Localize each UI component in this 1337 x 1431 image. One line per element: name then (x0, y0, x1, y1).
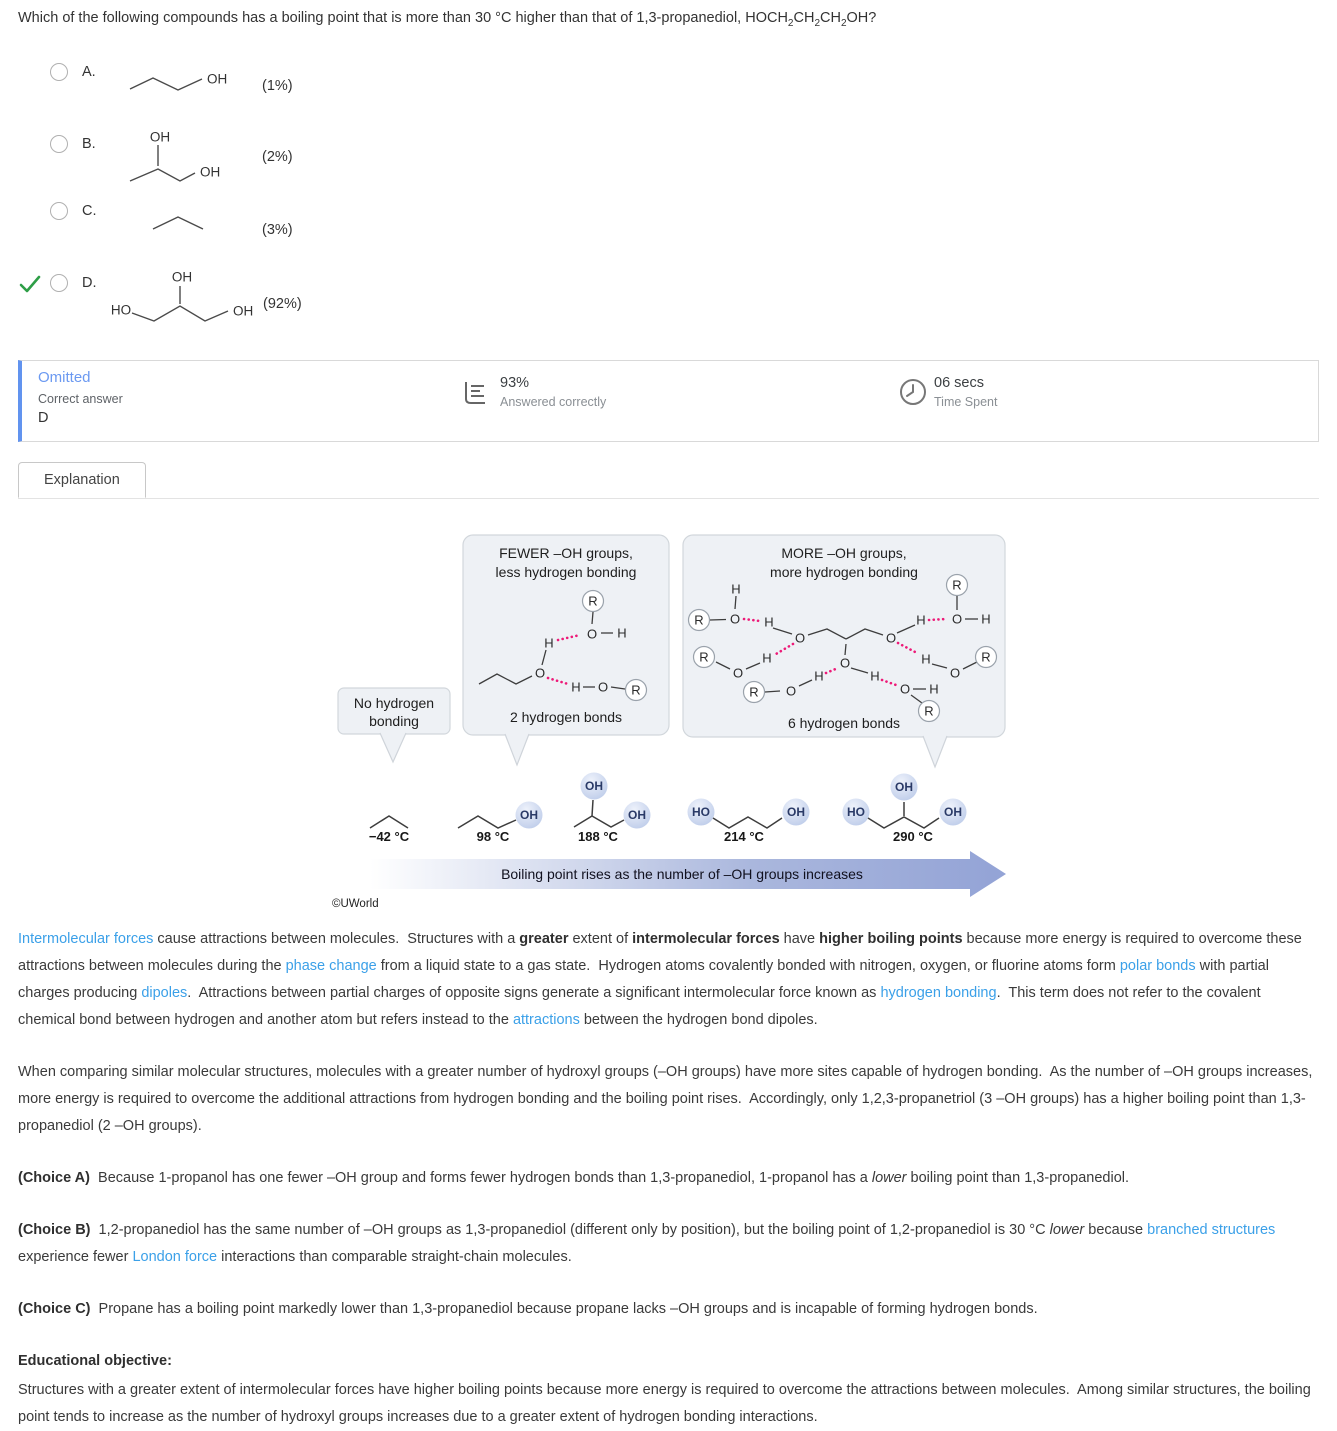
option-a-percent: (1%) (262, 77, 293, 94)
option-a-structure-1-propanol (123, 64, 273, 114)
boiling-point-arrow (370, 851, 1006, 897)
link-branched-structures[interactable]: branched structures (1147, 1221, 1276, 1238)
atom-r: R (694, 612, 704, 628)
atom-h: H (921, 651, 931, 667)
atom-o: O (839, 655, 851, 671)
question-text: Which of the following compounds has a boiling point that is more than 30 °C higher than that of 1,3-propanediol, $HOCH_2CH_2CH_2OH$? (18, 10, 877, 29)
atom-o: O (534, 665, 546, 681)
text: . Attractions between partial charges of opposite signs generate a significant intermolecular force known as (187, 984, 881, 1001)
callout-no-hydrogen-bonding (338, 688, 450, 762)
text: experience fewer (18, 1248, 133, 1265)
text: interactions than comparable straight-chain molecules. (217, 1248, 572, 1265)
oh-label: OH (520, 807, 538, 822)
atom-h: H (764, 614, 774, 630)
explanation-body (18, 926, 1319, 1431)
fewer-caption: 2 hydrogen bonds (509, 708, 623, 725)
atom-o: O (586, 626, 598, 642)
atom-o: O (949, 665, 961, 681)
atom-r: R (952, 577, 962, 593)
option-b-letter: B. (82, 135, 96, 152)
tab-explanation[interactable]: Explanation (18, 462, 146, 498)
uworld-copyright: ©UWorld (332, 897, 379, 910)
bond (130, 78, 202, 90)
oh-label: OH (149, 129, 171, 145)
text: because more energy is required to overcome these attractions between molecules during the (18, 930, 1302, 974)
correct-answer-label: Correct answer (38, 391, 123, 406)
italic-text: lower (871, 1169, 907, 1186)
figure-svg (330, 525, 1022, 915)
status-omitted: Omitted (38, 368, 91, 386)
atom-h: H (731, 581, 741, 597)
oh-label: OH (585, 778, 603, 793)
atom-h: H (571, 679, 581, 695)
oh-label: OH (895, 779, 913, 794)
boiling-point-label: 214 °C (724, 828, 764, 844)
atom-o: O (885, 630, 897, 646)
link-phase-change[interactable]: phase change (285, 957, 377, 974)
atom-r: R (749, 684, 759, 700)
hydrogen-bonding-figure (330, 525, 1022, 920)
more-oh-groups-box (683, 535, 1005, 767)
arrow-text: Boiling point rises as the number of –OH groups increases (501, 865, 863, 882)
text: from a liquid state to a gas state. Hydrogen atoms covalently bonded with nitrogen, oxygen, or fluorine atoms form (376, 957, 1120, 974)
option-d-radio[interactable] (50, 274, 68, 292)
option-a-letter: A. (82, 63, 96, 80)
molecule-12-propanediol (574, 772, 651, 844)
text: boiling point than 1,3-propanediol. (906, 1169, 1130, 1186)
atom-h: H (544, 635, 554, 651)
atom-o: O (899, 681, 911, 697)
more-box-tail (923, 735, 947, 767)
callout-text: No hydrogen (353, 694, 435, 711)
atom-r: R (588, 593, 598, 609)
oh-label: OH (628, 807, 646, 822)
text: . This term does not refer to the covalent chemical bond between hydrogen and another atom but refers instead to the (18, 984, 1261, 1028)
text: Propane has a boiling point markedly lower than 1,3-propanediol because propane lacks –OH groups and is incapable of forming hydrogen bonds. (90, 1300, 1038, 1317)
correct-answer-value: D (38, 409, 49, 426)
percent-correct: 93% (500, 374, 530, 391)
text: have (779, 930, 820, 947)
text: with partial charges producing (18, 957, 1269, 1001)
option-a-radio[interactable] (50, 63, 68, 81)
atom-h: H (981, 611, 991, 627)
atom-h: H (814, 668, 824, 684)
option-c-percent: (3%) (262, 221, 293, 238)
result-summary-bar (18, 360, 1319, 442)
atom-h: H (916, 612, 926, 628)
molecule-glycerol (843, 773, 967, 844)
atom-o: O (729, 611, 741, 627)
atom-o: O (732, 665, 744, 681)
tab-bar (18, 461, 1319, 499)
choice-a-explanation (18, 1165, 1319, 1192)
molecule-1-propanol (458, 801, 543, 844)
boiling-point-label: −42 °C (368, 828, 410, 844)
link-hydrogen-bonding[interactable]: hydrogen bonding (880, 984, 997, 1001)
option-d-letter: D. (82, 274, 97, 291)
fewer-title: less hydrogen bonding (495, 563, 637, 580)
bold-heading: Educational objective: (18, 1352, 172, 1369)
atom-r: R (631, 682, 641, 698)
link-polar-bonds[interactable]: polar bonds (1119, 957, 1196, 974)
text: between the hydrogen bond dipoles. (579, 1011, 818, 1028)
callout-tail (380, 732, 406, 762)
atom-h: H (762, 650, 772, 666)
bond (153, 217, 203, 229)
option-c-structure-propane (123, 204, 243, 244)
atom-o: O (785, 683, 797, 699)
link-attractions[interactable]: attractions (512, 1011, 580, 1028)
text: because (1084, 1221, 1148, 1238)
time-spent-value: 06 secs (934, 374, 984, 391)
more-title: more hydrogen bonding (770, 563, 918, 580)
text: cause attractions between molecules. Structures with a (153, 930, 520, 947)
text: Because 1-propanol has one fewer –OH group and forms fewer hydrogen bonds than 1,3-propanediol, 1-propanol has a (89, 1169, 872, 1186)
choice-c-heading: (Choice C) (18, 1300, 91, 1317)
text: 1,2-propanediol has the same number of –OH groups as 1,3-propanediol (different only by position), but the boiling point of 1,2-propanediol is 30 °C (90, 1221, 1050, 1238)
atom-h: H (870, 668, 880, 684)
fewer-box-tail (505, 733, 529, 765)
molecule-13-propanediol (688, 798, 810, 844)
option-b-percent: (2%) (262, 148, 293, 165)
atom-h: H (617, 625, 627, 641)
italic-text: lower (1049, 1221, 1085, 1238)
oh-label: OH (787, 804, 805, 819)
choice-a-heading: (Choice A) (18, 1169, 90, 1186)
percent-correct-label: Answered correctly (500, 394, 607, 409)
clock-icon (898, 377, 928, 407)
bold-text: higher boiling points (819, 930, 963, 947)
bold-text: intermolecular forces (632, 930, 780, 947)
more-caption: 6 hydrogen bonds (787, 714, 901, 731)
link-london-force[interactable]: London force (132, 1248, 218, 1265)
atom-o: O (597, 679, 609, 695)
fewer-title: FEWER –OH groups, (499, 544, 633, 561)
explanation-paragraph-2: When comparing similar molecular structures, molecules with a greater number of hydroxyl groups (–OH groups) have more sites capable of hydrogen bonding. As the number of –OH groups increases, more energy is required to overcome the additional attractions from hydrogen bonding and the boiling point rises. Accordingly, only 1,2,3-propanetriol (3 –OH groups) has a higher boiling point than 1,3-propanediol (2 –OH groups). (18, 1063, 1313, 1134)
oh-label: OH (233, 303, 254, 319)
atom-o: O (951, 611, 963, 627)
ho-label: HO (110, 302, 132, 318)
option-c-letter: C. (82, 202, 97, 219)
more-title: MORE –OH groups, (781, 544, 907, 561)
answer-options (18, 34, 1319, 352)
atom-o: O (794, 630, 806, 646)
atom-r: R (699, 649, 709, 665)
fewer-oh-groups-box (463, 535, 669, 765)
oh-label: OH (207, 71, 228, 87)
educational-objective-text: Structures with a greater extent of intermolecular forces have higher boiling points because more energy is required to overcome the attractions between molecules. Among similar structures, the boiling point tends to increase as the number of hydroxyl groups increases due to a greater extent of hydrogen bonding interactions. (18, 1381, 1311, 1425)
option-b-radio[interactable] (50, 135, 68, 153)
choice-b-heading: (Choice B) (18, 1221, 91, 1238)
correct-check-icon (18, 274, 42, 296)
explanation-paragraph-1 (18, 926, 1319, 1034)
option-d-percent: (92%) (263, 295, 302, 312)
link-intermolecular-forces[interactable]: Intermolecular forces (18, 930, 154, 947)
option-c-radio[interactable] (50, 202, 68, 220)
oh-label: OH (944, 804, 962, 819)
bond (130, 169, 195, 181)
link-dipoles[interactable]: dipoles (141, 984, 188, 1001)
time-spent-label: Time Spent (934, 394, 998, 409)
atom-r: R (924, 703, 934, 719)
atom-r: R (981, 649, 991, 665)
answered-correctly-icon (462, 380, 488, 406)
bond (132, 306, 228, 321)
ho-label: HO (847, 804, 865, 819)
oh-label: OH (200, 164, 221, 180)
ho-label: HO (692, 804, 710, 819)
atom-h: H (929, 681, 939, 697)
educational-objective-heading (18, 1348, 1319, 1375)
boiling-point-label: 188 °C (578, 828, 618, 844)
boiling-point-label: 290 °C (893, 828, 933, 844)
text: extent of (568, 930, 633, 947)
choice-b-explanation (18, 1217, 1319, 1271)
boiling-point-label: 98 °C (476, 828, 510, 844)
bold-text: greater (519, 930, 569, 947)
callout-text: bonding (369, 712, 419, 729)
molecule-propane (369, 816, 410, 844)
choice-c-explanation (18, 1296, 1319, 1323)
oh-label: OH (171, 269, 193, 285)
